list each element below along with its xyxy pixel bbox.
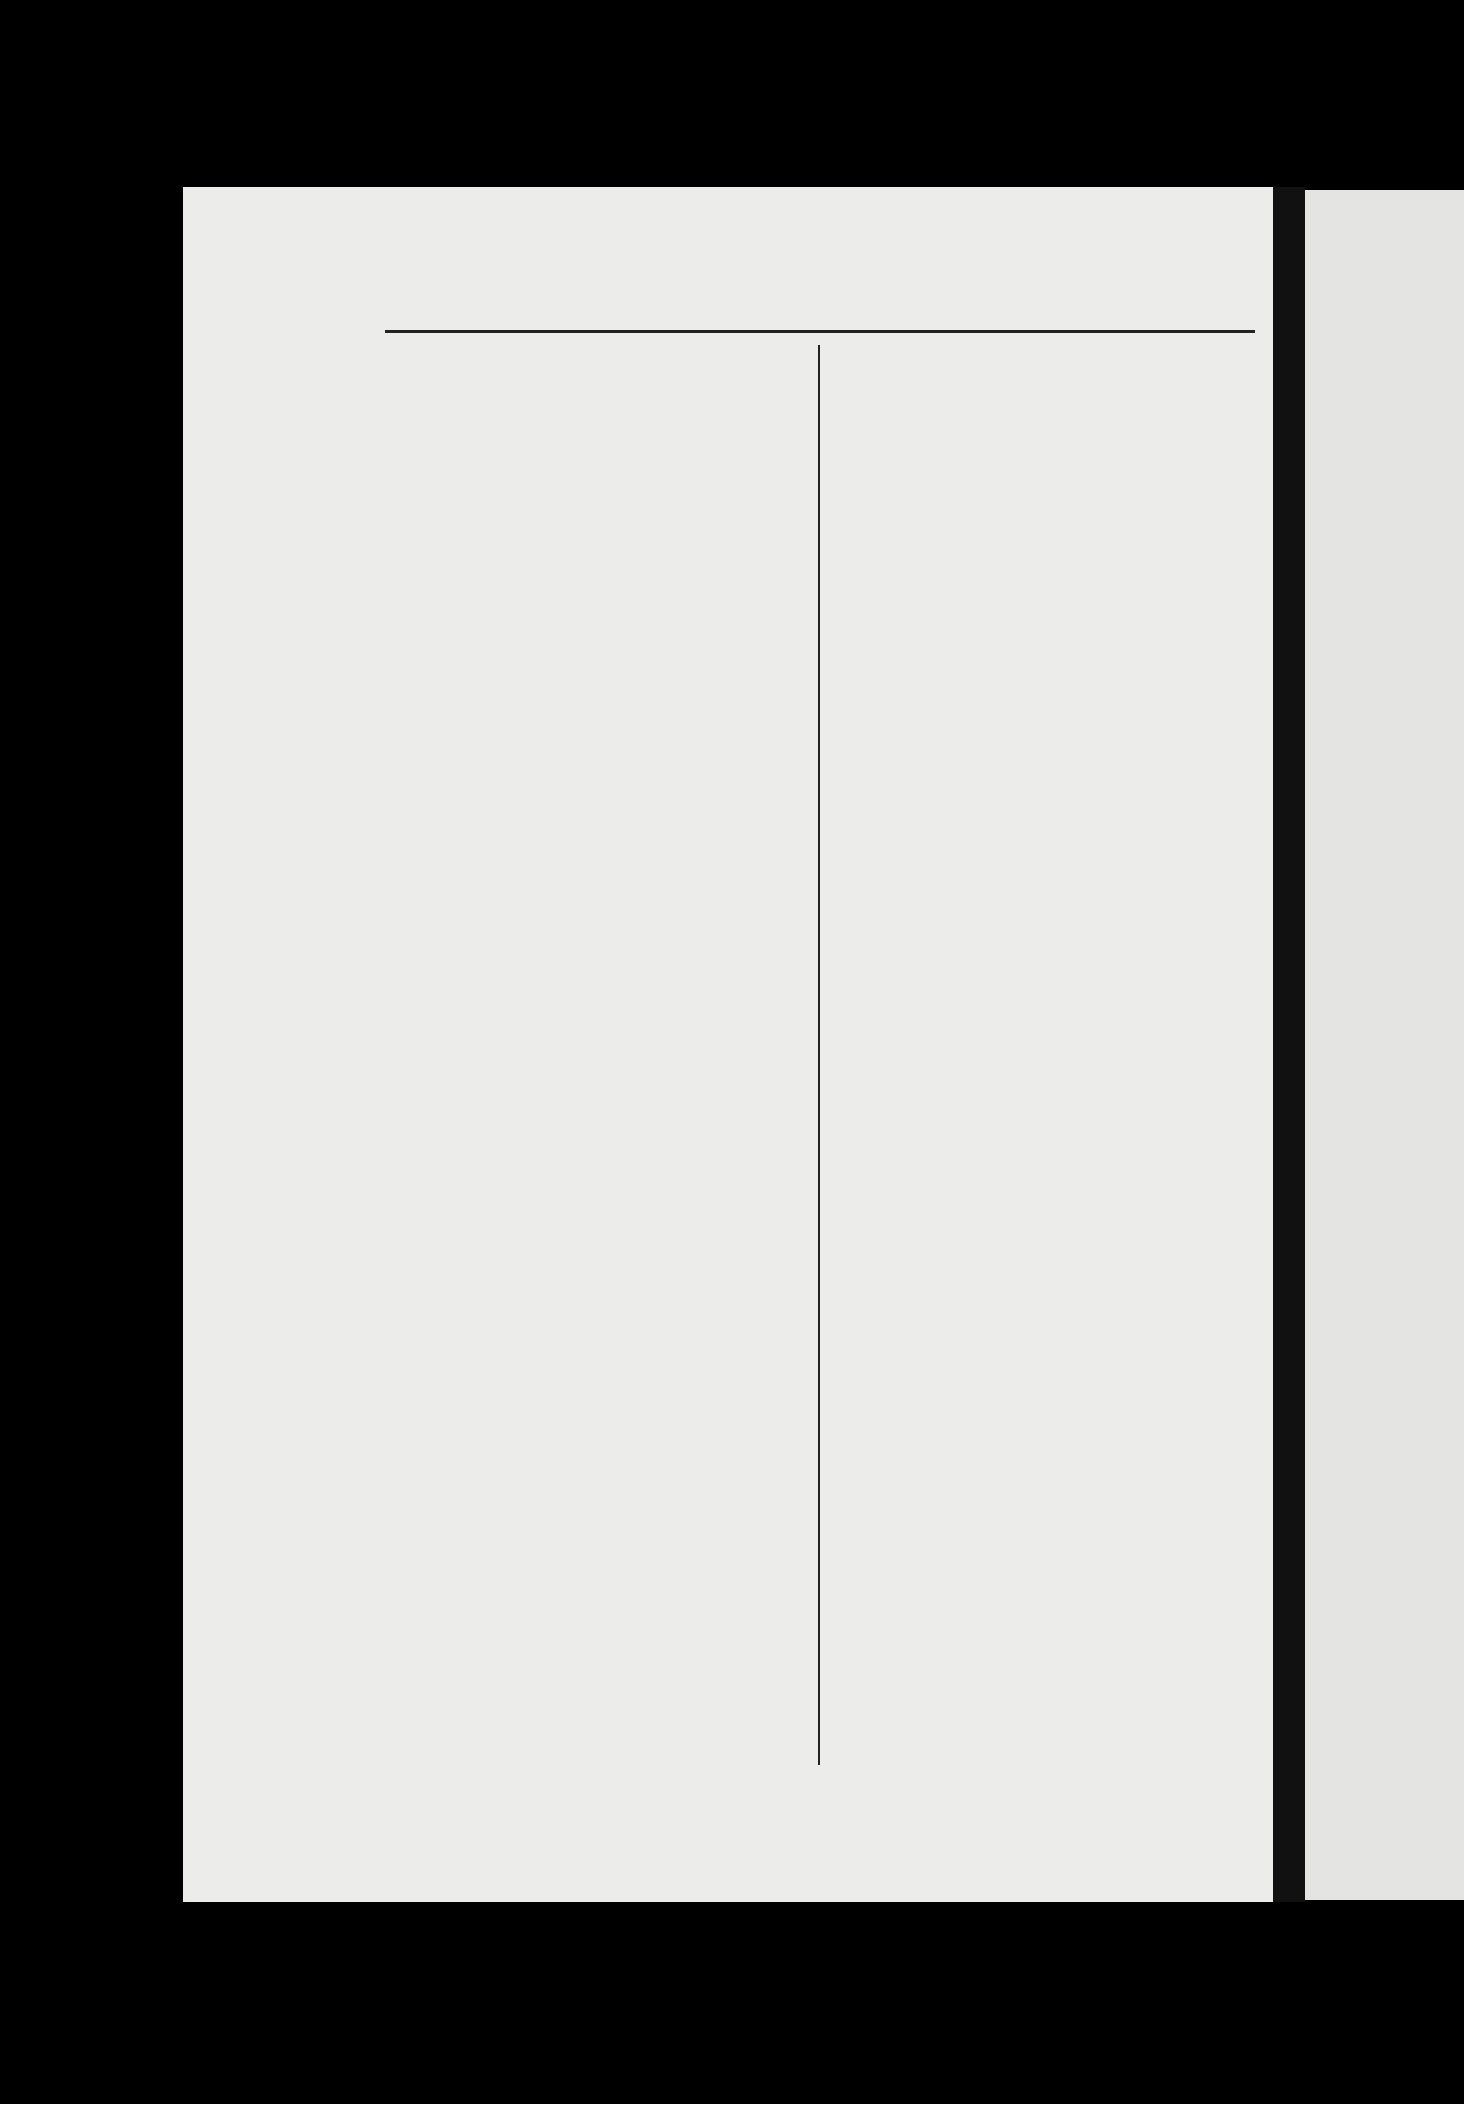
book-gutter (1273, 187, 1305, 1902)
header-rule (385, 330, 1255, 333)
column-left (380, 349, 810, 353)
facing-page (1305, 190, 1464, 1900)
book-page (183, 187, 1273, 1902)
column-divider (818, 345, 820, 1765)
